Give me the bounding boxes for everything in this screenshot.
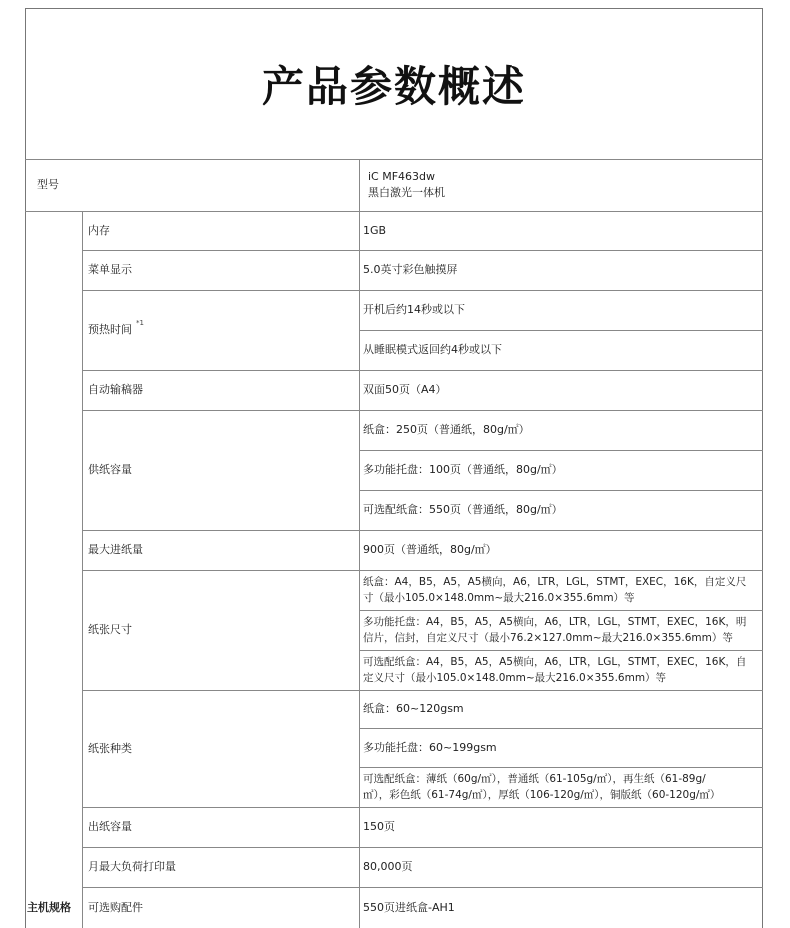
duty-value: 80,000页 bbox=[363, 860, 413, 873]
section-label: 主机规格 bbox=[27, 900, 71, 914]
page-title: 产品参数概述 bbox=[261, 62, 526, 111]
type-value-3a: 可选配纸盒：薄纸（60g/㎡），普通纸（61-105g/㎡），再生纸（61-89g/ bbox=[363, 773, 706, 785]
supply-label: 供纸容量 bbox=[88, 463, 132, 476]
size-value-3 bbox=[363, 650, 761, 690]
column-divider bbox=[359, 159, 360, 211]
warmup-footnote: *1 bbox=[136, 319, 144, 327]
model-desc: 黑白激光一体机 bbox=[368, 186, 445, 199]
type-value-3 bbox=[363, 767, 762, 807]
warmup-label-text: 预热时间 bbox=[88, 323, 132, 336]
warmup-label bbox=[88, 290, 353, 370]
adf-label: 自动输稿器 bbox=[88, 383, 143, 396]
size-value-1a: 纸盒：A4，B5，A5，A5横向，A6，LTR，LGL，STMT，EXEC，16K，自定义尺 bbox=[363, 576, 747, 588]
column-divider bbox=[82, 211, 83, 928]
adf-value: 双面50页（A4） bbox=[363, 383, 447, 396]
type-value-2: 多功能托盘：60~199gsm bbox=[363, 740, 497, 754]
output-value: 150页 bbox=[363, 820, 395, 833]
warmup-value-1: 开机后约14秒或以下 bbox=[363, 303, 465, 316]
column-divider bbox=[359, 211, 360, 928]
output-label: 出纸容量 bbox=[88, 820, 132, 833]
size-value-3a: 可选配纸盒：A4，B5，A5，A5横向，A6，LTR，LGL，STMT，EXEC，16K，自 bbox=[363, 656, 747, 668]
warmup-value-2: 从睡眠模式返回约4秒或以下 bbox=[363, 343, 502, 356]
size-value-2b: 信片，信封，自定义尺寸（最小76.2×127.0mm~最大216.0×355.6mm）等 bbox=[363, 632, 733, 644]
type-value-3b: ㎡），彩色纸（61-74g/㎡），厚纸（106-120g/㎡），铜版纸（60-120g/㎡） bbox=[363, 789, 721, 801]
size-value-1b: 寸（最小105.0×148.0mm~最大216.0×355.6mm）等 bbox=[363, 592, 635, 604]
options-value: 550页进纸盒-AH1 bbox=[363, 900, 455, 914]
size-label: 纸张尺寸 bbox=[88, 623, 132, 636]
menu-label: 菜单显示 bbox=[88, 263, 132, 276]
duty-label: 月最大负荷打印量 bbox=[88, 860, 176, 873]
maxfeed-value: 900页（普通纸，80g/㎡） bbox=[363, 543, 497, 556]
size-value-1 bbox=[363, 570, 761, 610]
memory-label: 内存 bbox=[88, 223, 110, 237]
model-value bbox=[368, 159, 758, 211]
type-value-1: 纸盒：60~120gsm bbox=[363, 702, 464, 715]
size-value-3b: 定义尺寸（最小105.0×148.0mm~最大216.0×355.6mm）等 bbox=[363, 672, 667, 684]
supply-value-3: 可选配纸盒：550页（普通纸，80g/㎡） bbox=[363, 503, 563, 516]
supply-value-2: 多功能托盘：100页（普通纸，80g/㎡） bbox=[363, 463, 563, 476]
maxfeed-label: 最大进纸量 bbox=[88, 543, 143, 556]
size-value-2a: 多功能托盘：A4，B5，A5，A5横向，A6，LTR，LGL，STMT，EXEC，16K，明 bbox=[363, 616, 747, 628]
type-label: 纸张种类 bbox=[88, 741, 132, 755]
supply-value-1: 纸盒：250页（普通纸，80g/㎡） bbox=[363, 423, 530, 436]
model-name: iC MF463dw bbox=[368, 170, 436, 183]
options-label: 可选购配件 bbox=[88, 900, 143, 914]
size-value-2 bbox=[363, 610, 761, 650]
menu-value: 5.0英寸彩色触摸屏 bbox=[363, 263, 458, 276]
memory-value: 1GB bbox=[363, 223, 387, 237]
model-label: 型号 bbox=[37, 178, 59, 191]
